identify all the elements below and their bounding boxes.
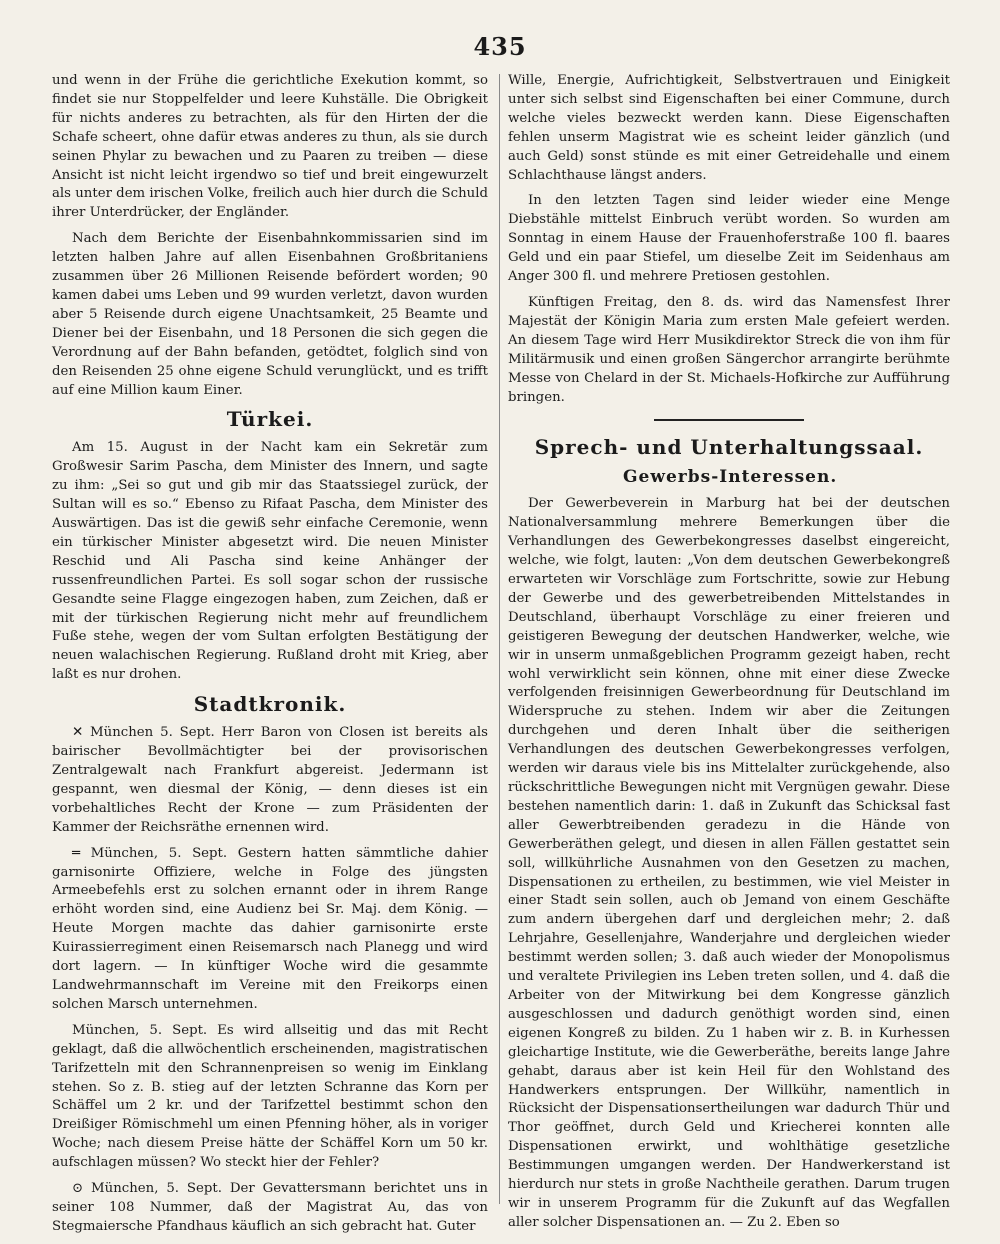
left-column	[52, 72, 488, 1244]
section-heading-tuerkei: Türkei.	[226, 407, 314, 432]
section-heading-stadtkronik: Stadtkronik.	[193, 692, 347, 717]
article-munich-closen: ✕ München 5. Sept. Herr Baron von Closen ist bereits als bairischer Bevollmächtigter bei der provisorischen Zentralgewalt nach Frankfurt abgereist. Jedermann ist gespannt, wen diesmal der König, — denn dieses ist ein vorbehaltliches Recht der Krone — zum Präsidenten der Kammer der Reichsräthe ernennen wird.	[52, 725, 488, 835]
article-turkey: Am 15. August in der Nacht kam ein Sekretär zum Großwesir Sarim Pascha, dem Minister des Innern, und sagte zu ihm: „Sei so gut und gib mir das Staatssiegel zurück, der Sultan will es so.“ Ebenso zu Rifaat Pascha, dem Minister des Auswärtigen. Das ist die gewiß sehr einfache Ceremonie, wenn ein türkischer Minister abgesetzt wird. Die neuen Minister Reschid und Ali Pascha sind keine Anhänger der russenfreundlichen Partei. Es soll sogar schon der russische Gesandte seine Flagge eingezogen haben, zum Zeichen, daß er mit der türkischen Regierung nicht mehr auf freundlichem Fuße stehe, wegen der vom Sultan erfolgten Bestätigung der neuen walachischen Regierung. Rußland droht mit Krieg, aber laßt es nur drohen.	[52, 440, 488, 683]
article-thefts: In den letzten Tagen sind leider wieder eine Menge Diebstähle mittelst Einbruch verübt worden. So wurden am Sonntag in einem Hause der Frauenhoferstraße 100 fl. baares Geld und ein paar Stiefel, um dieselbe Zeit im Seidenhaus am Anger 300 fl. und mehrere Pretiosen gestohlen.	[508, 193, 950, 285]
article-queen-nameday: Künftigen Freitag, den 8. ds. wird das Namensfest Ihrer Majestät der Königin Maria zum ersten Male gefeiert werden. An diesem Tage wird Herr Musikdirektor Streck die von ihm für Militärmusik und einen großen Sängerchor arrangirte berühmte Messe von Chelard in der St. Michaels-Hofkirche zur Aufführung bringen.	[508, 294, 950, 405]
right-column	[508, 72, 950, 1240]
article-railway-report: Nach dem Berichte der Eisenbahnkommissarien sind im letzten halben Jahre auf allen Eisenbahnen Großbritaniens zusammen über 26 Millionen Reisende befördert worden; 90 kamen dabei ums Leben und 99 wurden verletzt, davon wurden aber 5 Reisende durch eigene Unachtsamkeit, 25 Beamte und Diener bei der Eisenbahn, und 18 Personen die sich gegen die Verordnung auf der Bahn befanden, getödtet, folglich sind von den Reisenden 25 ohne eigene Schuld verunglückt, und es trifft auf eine Million kaum Einer.	[52, 231, 488, 398]
subheading-gewerbs-interessen: Gewerbs-Interessen.	[623, 467, 838, 488]
article-munich-officers: ═ München, 5. Sept. Gestern hatten sämmtliche dahier garnisonirte Offiziere, welche in Folge des jüngsten Armeebefehls erst zu solchen ernannt oder in ihrem Range erhöht worden sind, eine Audienz bei Sr. Maj. dem König. — Heute Morgen machte das dahier garnisonirte erste Kuirassierregiment einen Reisemarsch nach Planegg und wird dort lagern. — In künftiger Woche wird die gesammte Landwehrmannschaft im Vereine mit den Freikorps einen solchen Marsch unternehmen.	[52, 845, 488, 1012]
article-munich-pfandhaus: ⊙ München, 5. Sept. Der Gevattersmann berichtet uns in seiner 108 Nummer, daß der Magistrat Au, das von Stegmaiersche Pfandhaus käuflich an sich gebracht hat. Guter	[52, 1181, 488, 1234]
page-number: 435	[473, 32, 527, 61]
article-munich-tariff: München, 5. Sept. Es wird allseitig und das mit Recht geklagt, daß die allwöchentlich erscheinenden, magistratischen Tarifzetteln mit den Schrannenpreisen so wenig im Einklang stehen. So z. B. stieg auf der letzten Schranne das Korn per Schäffel um 2 kr. und der Tarifzettel bestimmt schon den Dreißiger Römischmehl um einen Pfenning höher, als in voriger Woche; nach diesem Preise hätte der Schäffel Korn um 50 kr. aufschlagen müssen? Wo steckt hier der Fehler?	[52, 1022, 488, 1171]
section-rule	[654, 419, 804, 421]
column-divider	[499, 74, 500, 1204]
article-ireland-end: und wenn in der Frühe die gerichtliche Exekution kommt, so findet sie nur Stoppelfelder und leere Kuhställe. Die Obrigkeit für nichts anderes zu betrachten, als für den Hirten der die Schafe scheert, ohne dafür etwas anderes zu thun, als sie durch seinen Phylar zu bewachen und zu Paaren zu treiben — diese Ansicht ist nicht leicht irgendwo so tief und breit eingewurzelt als unter dem irischen Volke, freilich auch hier durch die Schuld ihrer Unterdrücker, der Engländer.	[52, 73, 488, 221]
article-gewerbeverein-marburg: Der Gewerbeverein in Marburg hat bei der deutschen Nationalversammlung mehrere Bemerkungen über die Verhandlungen des Gewerbekongresses daselbst eingereicht, welche, wie folgt, lauten: „Von dem deutschen Gewerbekongreß erwarteten wir Vorschläge zum Fortschritte, sowie zur Hebung der Gewerbe und des gewerbetreibenden Mittelstandes in Deutschland, überhaupt Vorschläge zu einer freieren und geistigeren Bewegung der deutschen Handwerker, welche, wie wir in unserm unmaßgeblichen Programm gezeigt haben, recht wohl verwirklicht sein können, ohne mit einer diese Zwecke verfolgenden freisinnigen Gewerbeordnung für Deutschland im Widerspruche zu stehen. Indem wir aber die Zeitungen durchgehen und deren Inhalt über die seitherigen Verhandlungen des deutschen Gewerbekongresses verfolgen, werden wir daraus viele bis ins Mittelalter zurückgehende, also rückschrittliche Bewegungen nicht mit Vergnügen gewahr. Diese bestehen namentlich darin: 1. daß in Zukunft das Schicksal fast aller Gewerbtreibenden geradezu in die Hände von Gewerberäthen gelegt, und diesen in allen Fällen gestattet sein soll, willkührliche Ausnahmen von den Gesetzen zu machen, Dispensationen zu ertheilen, zu bestimmen, wie viel Meister in einer Stadt sein sollen, auch ob Jemand von einem Geschäfte zum andern übergehen darf und dergleichen mehr; 2. daß Lehrjahre, Gesellenjahre, Wanderjahre und dergleichen wieder bestimmt werden sollen; 3. daß auch wieder der Monopolismus und veraltete Privilegien ins Leben treten sollen, und 4. daß die Arbeiter von der Mitwirkung bei dem Kongresse gänzlich ausgeschlossen und dadurch genöthigt worden sind, einen eigenen Kongreß zu bilden. Zu 1 haben wir z. B. in Kurhessen gleichartige Institute, wie die Gewerberäthe, bereits lange Jahre gehabt, daraus aber ist kein Heil für den Wohlstand des Handwerkers entsprungen. Der Willkühr, namentlich in Rücksicht der Dispensationsertheilungen war dadurch Thür und Thor geöffnet, durch Geld und Kriecherei konnten alle Dispensationen erwirkt, und wohlthätige gesetzliche Bestimmungen umgangen werden. Der Handwerkerstand ist hierdurch nur stets in große Nachtheile gerathen. Darum trugen wir in unserem Programm für die Zukunft auf das Wegfallen aller solcher Dispensationen an. — Zu 2. Eben so	[508, 496, 950, 1230]
article-magistrate-continued: Wille, Energie, Aufrichtigkeit, Selbstvertrauen und Einigkeit unter sich selbst sind Eigenschaften bei einer Commune, durch welche vieles bezweckt werden kann. Diese Eigenschaften fehlen unserm Magistrat wie es scheint leider gänzlich (und auch Geld) sonst stünde es mit einer Getreidehalle und einem Schlachthause längst anders.	[508, 73, 950, 183]
section-heading-sprechsaal: Sprech- und Unterhaltungssaal.	[534, 435, 924, 460]
